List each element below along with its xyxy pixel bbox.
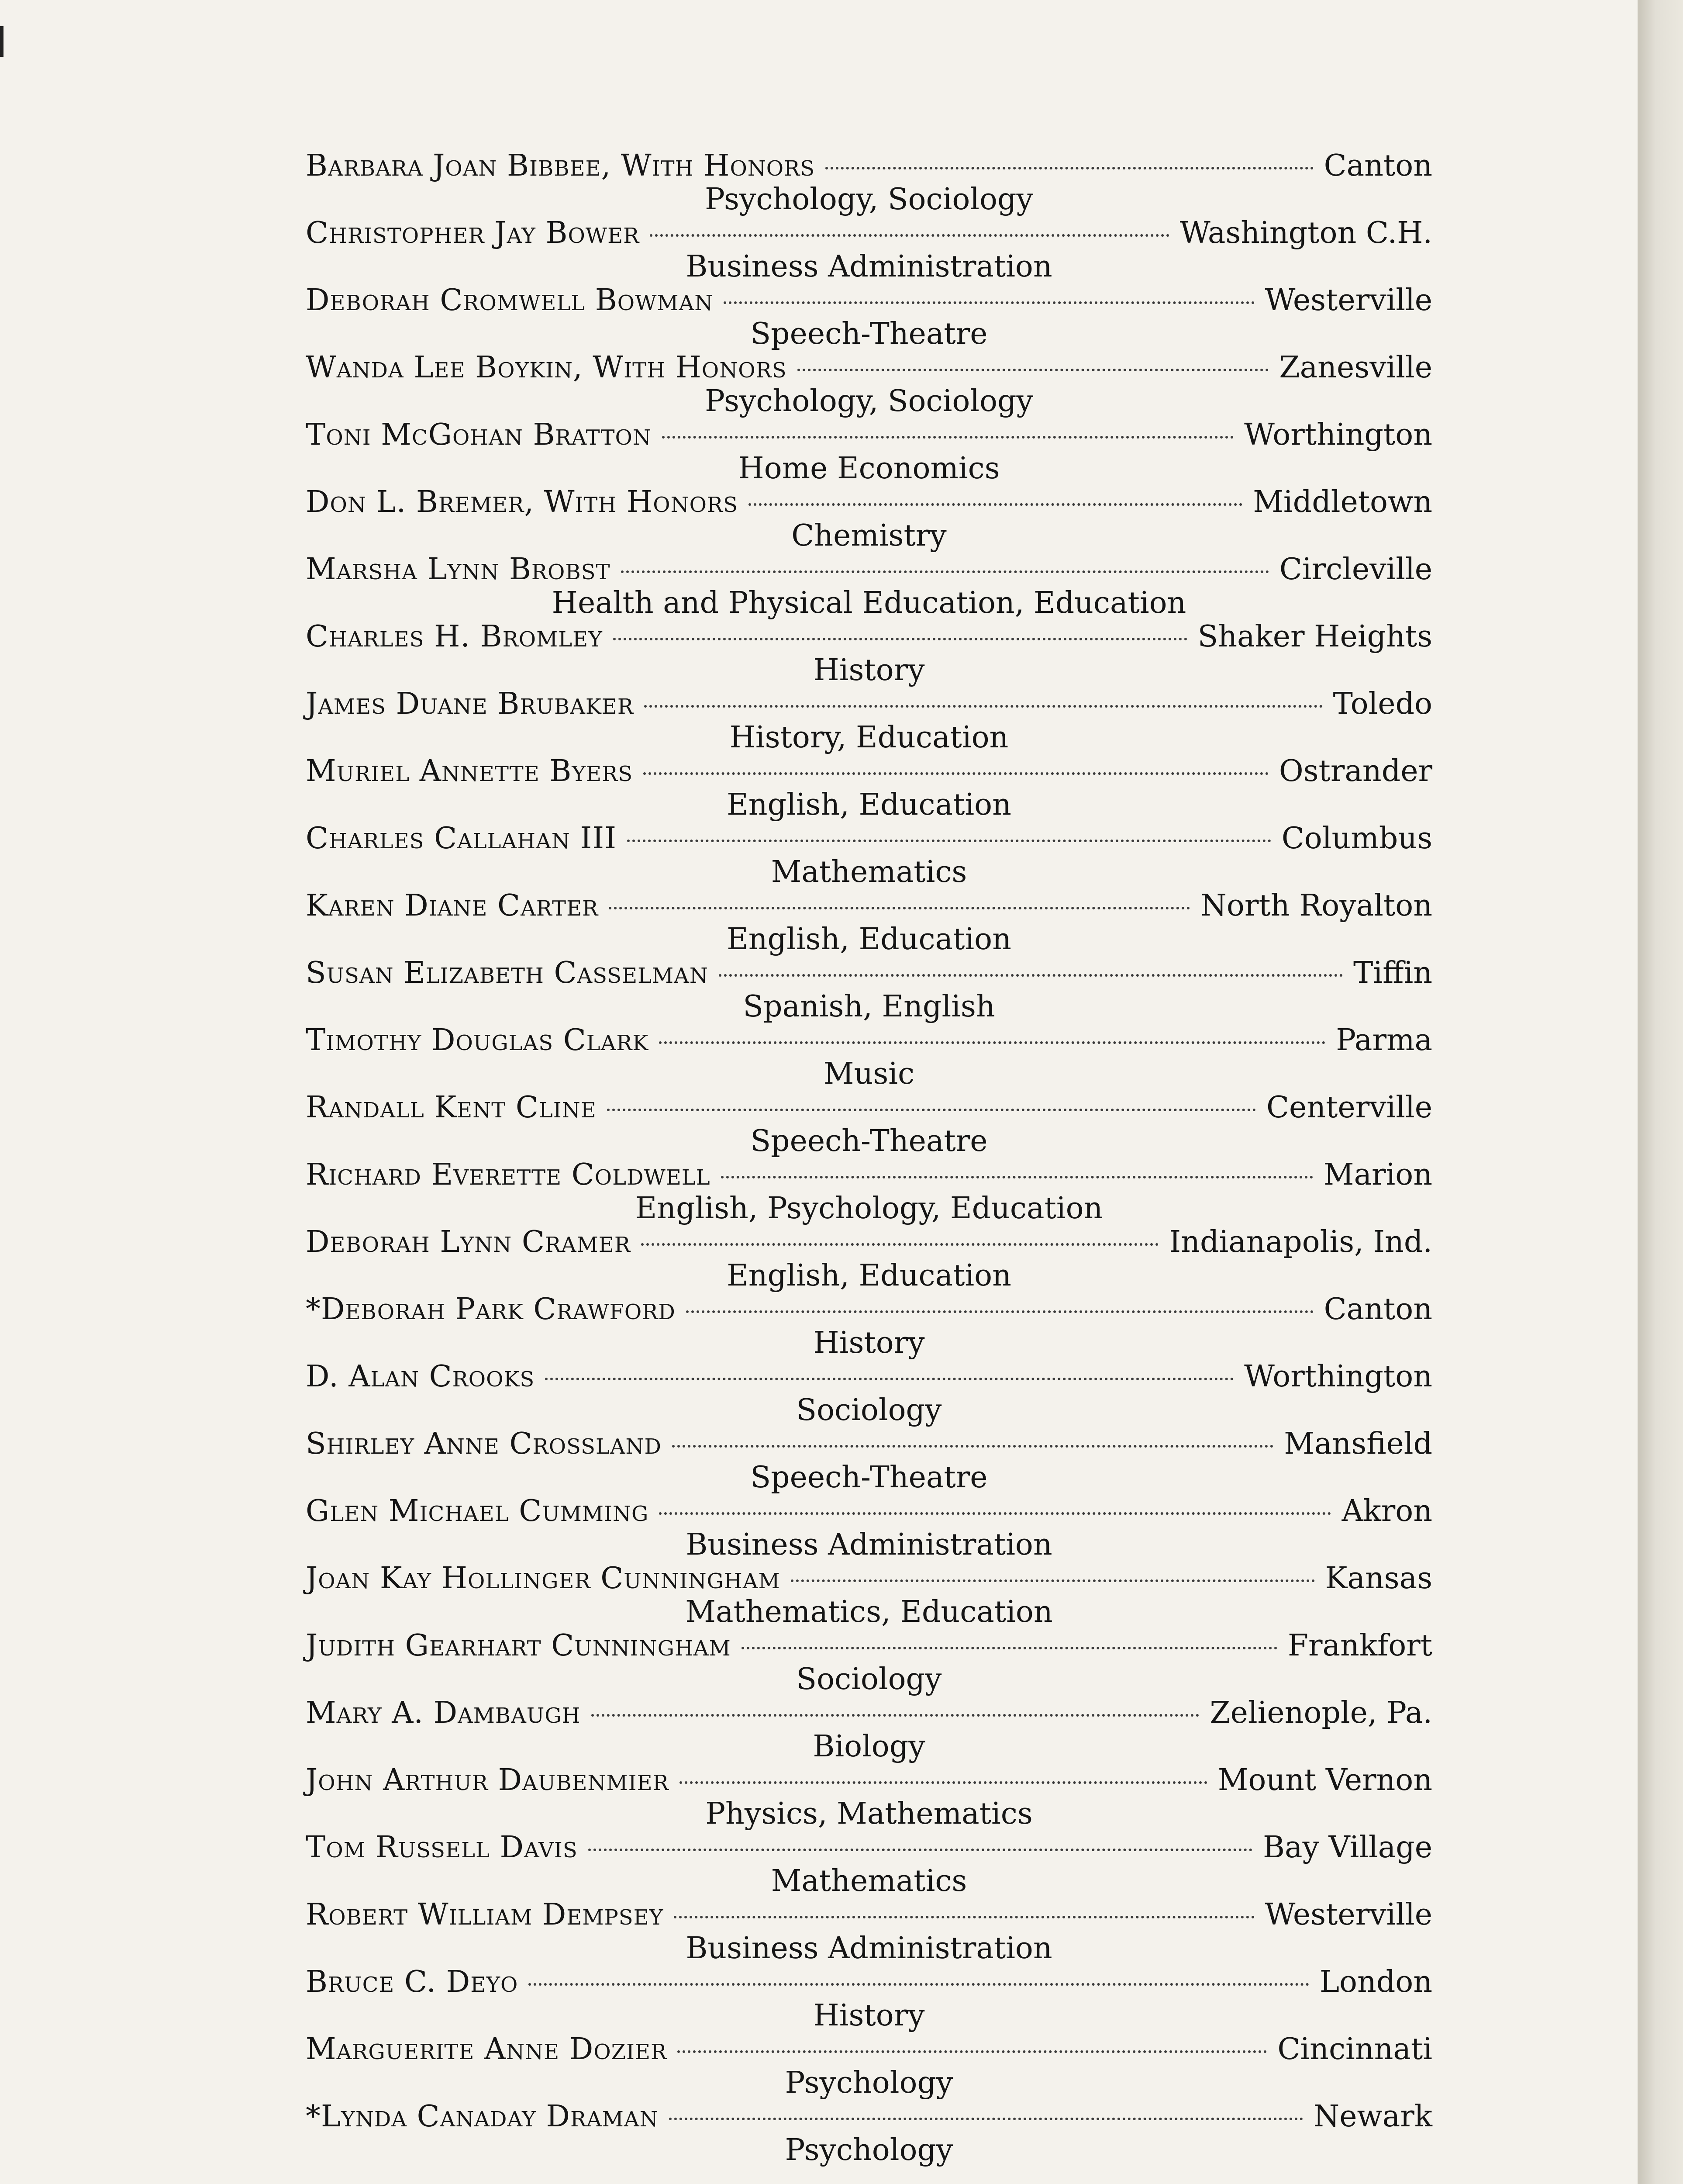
dot-leader bbox=[621, 570, 1269, 573]
graduate-entry bbox=[306, 1763, 1432, 1830]
graduate-major: Business Administration bbox=[686, 249, 1052, 284]
graduate-name: Marsha Lynn Brobst bbox=[306, 552, 610, 587]
graduate-hometown: Canton bbox=[1324, 1292, 1432, 1327]
dot-leader bbox=[588, 1849, 1252, 1851]
graduate-hometown: Indianapolis, Ind. bbox=[1169, 1225, 1432, 1259]
dot-leader bbox=[672, 1445, 1273, 1448]
dot-leader bbox=[662, 436, 1234, 439]
graduate-major: Home Economics bbox=[738, 451, 1000, 486]
graduate-major: Sociology bbox=[796, 1662, 942, 1697]
graduate-row bbox=[306, 1158, 1432, 1192]
graduate-name: Karen Diane Carter bbox=[306, 888, 599, 923]
dot-leader bbox=[627, 840, 1271, 842]
graduate-row bbox=[306, 1359, 1432, 1394]
graduate-name: Barbara Joan Bibbee, With Honors bbox=[306, 149, 815, 183]
graduate-entry bbox=[306, 485, 1432, 552]
graduate-name: Shirley Anne Crossland bbox=[306, 1427, 662, 1461]
graduate-major: Business Administration bbox=[686, 1527, 1052, 1562]
graduate-row bbox=[306, 754, 1432, 789]
graduate-major: Chemistry bbox=[791, 518, 947, 553]
dot-leader bbox=[528, 1983, 1309, 1986]
graduate-name: Charles H. Bromley bbox=[306, 619, 603, 654]
graduate-hometown: Kansas bbox=[1325, 1561, 1432, 1596]
graduate-major: Mathematics bbox=[771, 1864, 967, 1898]
graduate-entry bbox=[306, 1561, 1432, 1628]
graduate-row bbox=[306, 216, 1432, 251]
graduate-major: History, Education bbox=[729, 720, 1009, 755]
graduate-row bbox=[306, 283, 1432, 318]
graduate-entry bbox=[306, 1965, 1432, 2032]
graduate-hometown: Akron bbox=[1342, 1494, 1432, 1528]
dot-leader bbox=[825, 167, 1313, 169]
graduate-hometown: Ostrander bbox=[1279, 754, 1432, 788]
graduate-entry bbox=[306, 1830, 1432, 1897]
graduate-major: Biology bbox=[813, 1729, 925, 1764]
graduate-major: History bbox=[813, 1998, 925, 2033]
graduate-row bbox=[306, 1023, 1432, 1058]
graduate-major: Sociology bbox=[796, 1393, 942, 1427]
graduate-row bbox=[306, 552, 1432, 587]
dot-leader bbox=[748, 503, 1242, 506]
graduate-hometown: Parma bbox=[1336, 1023, 1432, 1057]
graduate-hometown: Newark bbox=[1313, 2099, 1432, 2134]
graduate-major: Mathematics bbox=[771, 855, 967, 889]
graduate-row bbox=[306, 888, 1432, 923]
graduate-entry bbox=[306, 1628, 1432, 1696]
graduate-row bbox=[306, 1763, 1432, 1798]
dot-leader bbox=[545, 1378, 1234, 1380]
graduate-hometown: Frankfort bbox=[1287, 1628, 1432, 1663]
graduate-hometown: Mansfield bbox=[1284, 1427, 1432, 1461]
dot-leader bbox=[607, 1109, 1256, 1111]
graduate-entry bbox=[306, 1225, 1432, 1292]
graduate-hometown: Worthington bbox=[1244, 1359, 1432, 1394]
graduate-name: *Deborah Park Crawford bbox=[306, 1292, 676, 1327]
graduate-entry bbox=[306, 418, 1432, 485]
dot-leader bbox=[724, 301, 1254, 304]
graduate-entry bbox=[306, 821, 1432, 888]
graduate-major: English, Psychology, Education bbox=[635, 1191, 1103, 1226]
graduate-name: Christopher Jay Bower bbox=[306, 216, 640, 250]
graduate-entry bbox=[306, 216, 1432, 283]
graduate-entry bbox=[306, 1427, 1432, 1494]
graduate-major: Spanish, English bbox=[743, 989, 995, 1024]
graduate-hometown: Mount Vernon bbox=[1217, 1763, 1432, 1797]
graduate-row bbox=[306, 1830, 1432, 1865]
graduate-hometown: Toledo bbox=[1333, 687, 1432, 721]
dot-leader bbox=[719, 974, 1343, 977]
graduate-row bbox=[306, 2099, 1432, 2134]
graduate-name: Don L. Bremer, With Honors bbox=[306, 485, 738, 519]
graduate-name: Joan Kay Hollinger Cunningham bbox=[306, 1561, 780, 1596]
graduate-name: D. Alan Crooks bbox=[306, 1359, 535, 1394]
graduate-name: Toni McGohan Bratton bbox=[306, 418, 652, 452]
graduate-row bbox=[306, 687, 1432, 722]
graduate-row bbox=[306, 485, 1432, 520]
graduate-hometown: Westerville bbox=[1265, 1897, 1432, 1932]
graduate-entry bbox=[306, 754, 1432, 821]
graduate-major: History bbox=[813, 653, 925, 688]
graduate-major: Psychology, Sociology bbox=[705, 182, 1033, 217]
graduate-row bbox=[306, 1897, 1432, 1932]
graduate-row bbox=[306, 1292, 1432, 1327]
dot-leader bbox=[677, 2050, 1267, 2053]
graduate-major: History bbox=[813, 1326, 925, 1360]
dot-leader bbox=[643, 772, 1269, 775]
graduate-major: English, Education bbox=[727, 922, 1011, 957]
dot-leader bbox=[659, 1512, 1331, 1515]
graduate-entry bbox=[306, 956, 1432, 1023]
graduate-row bbox=[306, 1427, 1432, 1462]
graduate-major: Psychology, Sociology bbox=[705, 384, 1033, 418]
graduate-hometown: Marion bbox=[1323, 1158, 1432, 1192]
graduate-entry bbox=[306, 619, 1432, 687]
graduate-name: Robert William Dempsey bbox=[306, 1897, 664, 1932]
graduate-hometown: Canton bbox=[1324, 149, 1432, 183]
graduate-name: Marguerite Anne Dozier bbox=[306, 2032, 667, 2067]
graduate-hometown: Zanesville bbox=[1279, 350, 1432, 385]
graduate-entry bbox=[306, 2032, 1432, 2099]
graduate-entry bbox=[306, 552, 1432, 619]
graduate-row bbox=[306, 1561, 1432, 1596]
graduate-major: Physics, Mathematics bbox=[705, 1797, 1033, 1831]
graduate-entry bbox=[306, 1292, 1432, 1359]
graduate-name: Deborah Cromwell Bowman bbox=[306, 283, 714, 318]
graduate-hometown: Middletown bbox=[1253, 485, 1432, 519]
dot-leader bbox=[741, 1647, 1277, 1649]
graduate-name: Susan Elizabeth Casselman bbox=[306, 956, 708, 990]
dot-leader bbox=[641, 1243, 1159, 1246]
graduate-row bbox=[306, 619, 1432, 654]
binding-mark bbox=[0, 26, 3, 57]
graduate-entry bbox=[306, 1897, 1432, 1965]
graduate-hometown: North Royalton bbox=[1200, 888, 1432, 923]
graduate-name: Randall Kent Cline bbox=[306, 1090, 597, 1125]
graduate-row bbox=[306, 2032, 1432, 2067]
graduate-name: Muriel Annette Byers bbox=[306, 754, 633, 788]
graduate-major: Speech-Theatre bbox=[750, 1460, 988, 1495]
graduate-entry bbox=[306, 1090, 1432, 1158]
graduate-name: Bruce C. Deyo bbox=[306, 1965, 518, 1999]
graduate-name: Glen Michael Cumming bbox=[306, 1494, 649, 1528]
dot-leader bbox=[644, 705, 1323, 708]
graduate-name: Richard Everette Coldwell bbox=[306, 1158, 710, 1192]
graduate-hometown: Bay Village bbox=[1262, 1830, 1432, 1865]
dot-leader bbox=[797, 369, 1269, 371]
graduate-name: Judith Gearhart Cunningham bbox=[306, 1628, 731, 1663]
page-edge-shadow bbox=[1638, 0, 1683, 2184]
graduate-major: Psychology bbox=[785, 2066, 953, 2100]
dot-leader bbox=[674, 1916, 1254, 1918]
graduate-hometown: Shaker Heights bbox=[1197, 619, 1432, 654]
graduate-major: English, Education bbox=[727, 1258, 1011, 1293]
graduate-row bbox=[306, 1225, 1432, 1260]
graduate-entry bbox=[306, 283, 1432, 350]
graduate-name: Mary A. Dambaugh bbox=[306, 1696, 581, 1730]
graduate-row bbox=[306, 1965, 1432, 2000]
graduate-major: Mathematics, Education bbox=[685, 1595, 1053, 1629]
graduate-entry bbox=[306, 1158, 1432, 1225]
graduate-row bbox=[306, 1628, 1432, 1663]
graduate-list bbox=[306, 149, 1432, 2167]
graduate-hometown: Cincinnati bbox=[1277, 2032, 1432, 2067]
graduate-major: Speech-Theatre bbox=[750, 1124, 988, 1158]
graduate-hometown: Columbus bbox=[1281, 821, 1432, 856]
graduate-row bbox=[306, 821, 1432, 856]
graduate-entry bbox=[306, 149, 1432, 216]
dot-leader bbox=[591, 1714, 1200, 1717]
graduate-name: Charles Callahan III bbox=[306, 821, 617, 856]
graduate-hometown: Tiffin bbox=[1353, 956, 1432, 990]
graduate-hometown: Westerville bbox=[1265, 283, 1432, 318]
graduate-entry bbox=[306, 350, 1432, 418]
dot-leader bbox=[659, 1041, 1325, 1044]
graduate-name: John Arthur Daubenmier bbox=[306, 1763, 669, 1797]
graduate-entry bbox=[306, 1023, 1432, 1090]
graduate-entry bbox=[306, 1696, 1432, 1763]
graduate-major: Speech-Theatre bbox=[750, 317, 988, 351]
graduate-name: Timothy Douglas Clark bbox=[306, 1023, 649, 1057]
graduate-hometown: London bbox=[1319, 1965, 1432, 1999]
graduate-entry bbox=[306, 888, 1432, 956]
graduate-hometown: Zelienople, Pa. bbox=[1210, 1696, 1432, 1730]
dot-leader bbox=[650, 234, 1169, 237]
graduate-row bbox=[306, 956, 1432, 991]
graduate-row bbox=[306, 1696, 1432, 1731]
graduate-row bbox=[306, 1494, 1432, 1529]
graduate-major: Business Administration bbox=[686, 1931, 1052, 1966]
graduate-major: Psychology bbox=[785, 2133, 953, 2167]
graduate-hometown: Washington C.H. bbox=[1179, 216, 1432, 250]
graduate-major: English, Education bbox=[727, 788, 1011, 822]
graduate-entry bbox=[306, 1359, 1432, 1427]
graduate-name: *Lynda Canaday Draman bbox=[306, 2099, 659, 2134]
graduate-major: Health and Physical Education, Education bbox=[552, 586, 1186, 620]
graduate-row bbox=[306, 149, 1432, 183]
dot-leader bbox=[791, 1579, 1315, 1582]
graduate-major: Music bbox=[823, 1057, 915, 1091]
dot-leader bbox=[669, 2118, 1303, 2120]
dot-leader bbox=[613, 638, 1187, 640]
graduate-row bbox=[306, 1090, 1432, 1125]
graduate-hometown: Worthington bbox=[1244, 418, 1432, 452]
graduate-entry bbox=[306, 1494, 1432, 1561]
dot-leader bbox=[721, 1176, 1313, 1178]
graduate-hometown: Centerville bbox=[1266, 1090, 1432, 1125]
graduate-entry bbox=[306, 2099, 1432, 2167]
dot-leader bbox=[686, 1310, 1314, 1313]
graduate-name: Tom Russell Davis bbox=[306, 1830, 578, 1865]
graduate-name: Wanda Lee Boykin, With Honors bbox=[306, 350, 787, 385]
graduate-row bbox=[306, 350, 1432, 385]
graduate-name: Deborah Lynn Cramer bbox=[306, 1225, 631, 1259]
graduate-row bbox=[306, 418, 1432, 453]
graduate-entry bbox=[306, 687, 1432, 754]
dot-leader bbox=[679, 1781, 1207, 1784]
graduate-hometown: Circleville bbox=[1279, 552, 1432, 587]
graduate-name: James Duane Brubaker bbox=[306, 687, 634, 721]
dot-leader bbox=[609, 907, 1190, 909]
